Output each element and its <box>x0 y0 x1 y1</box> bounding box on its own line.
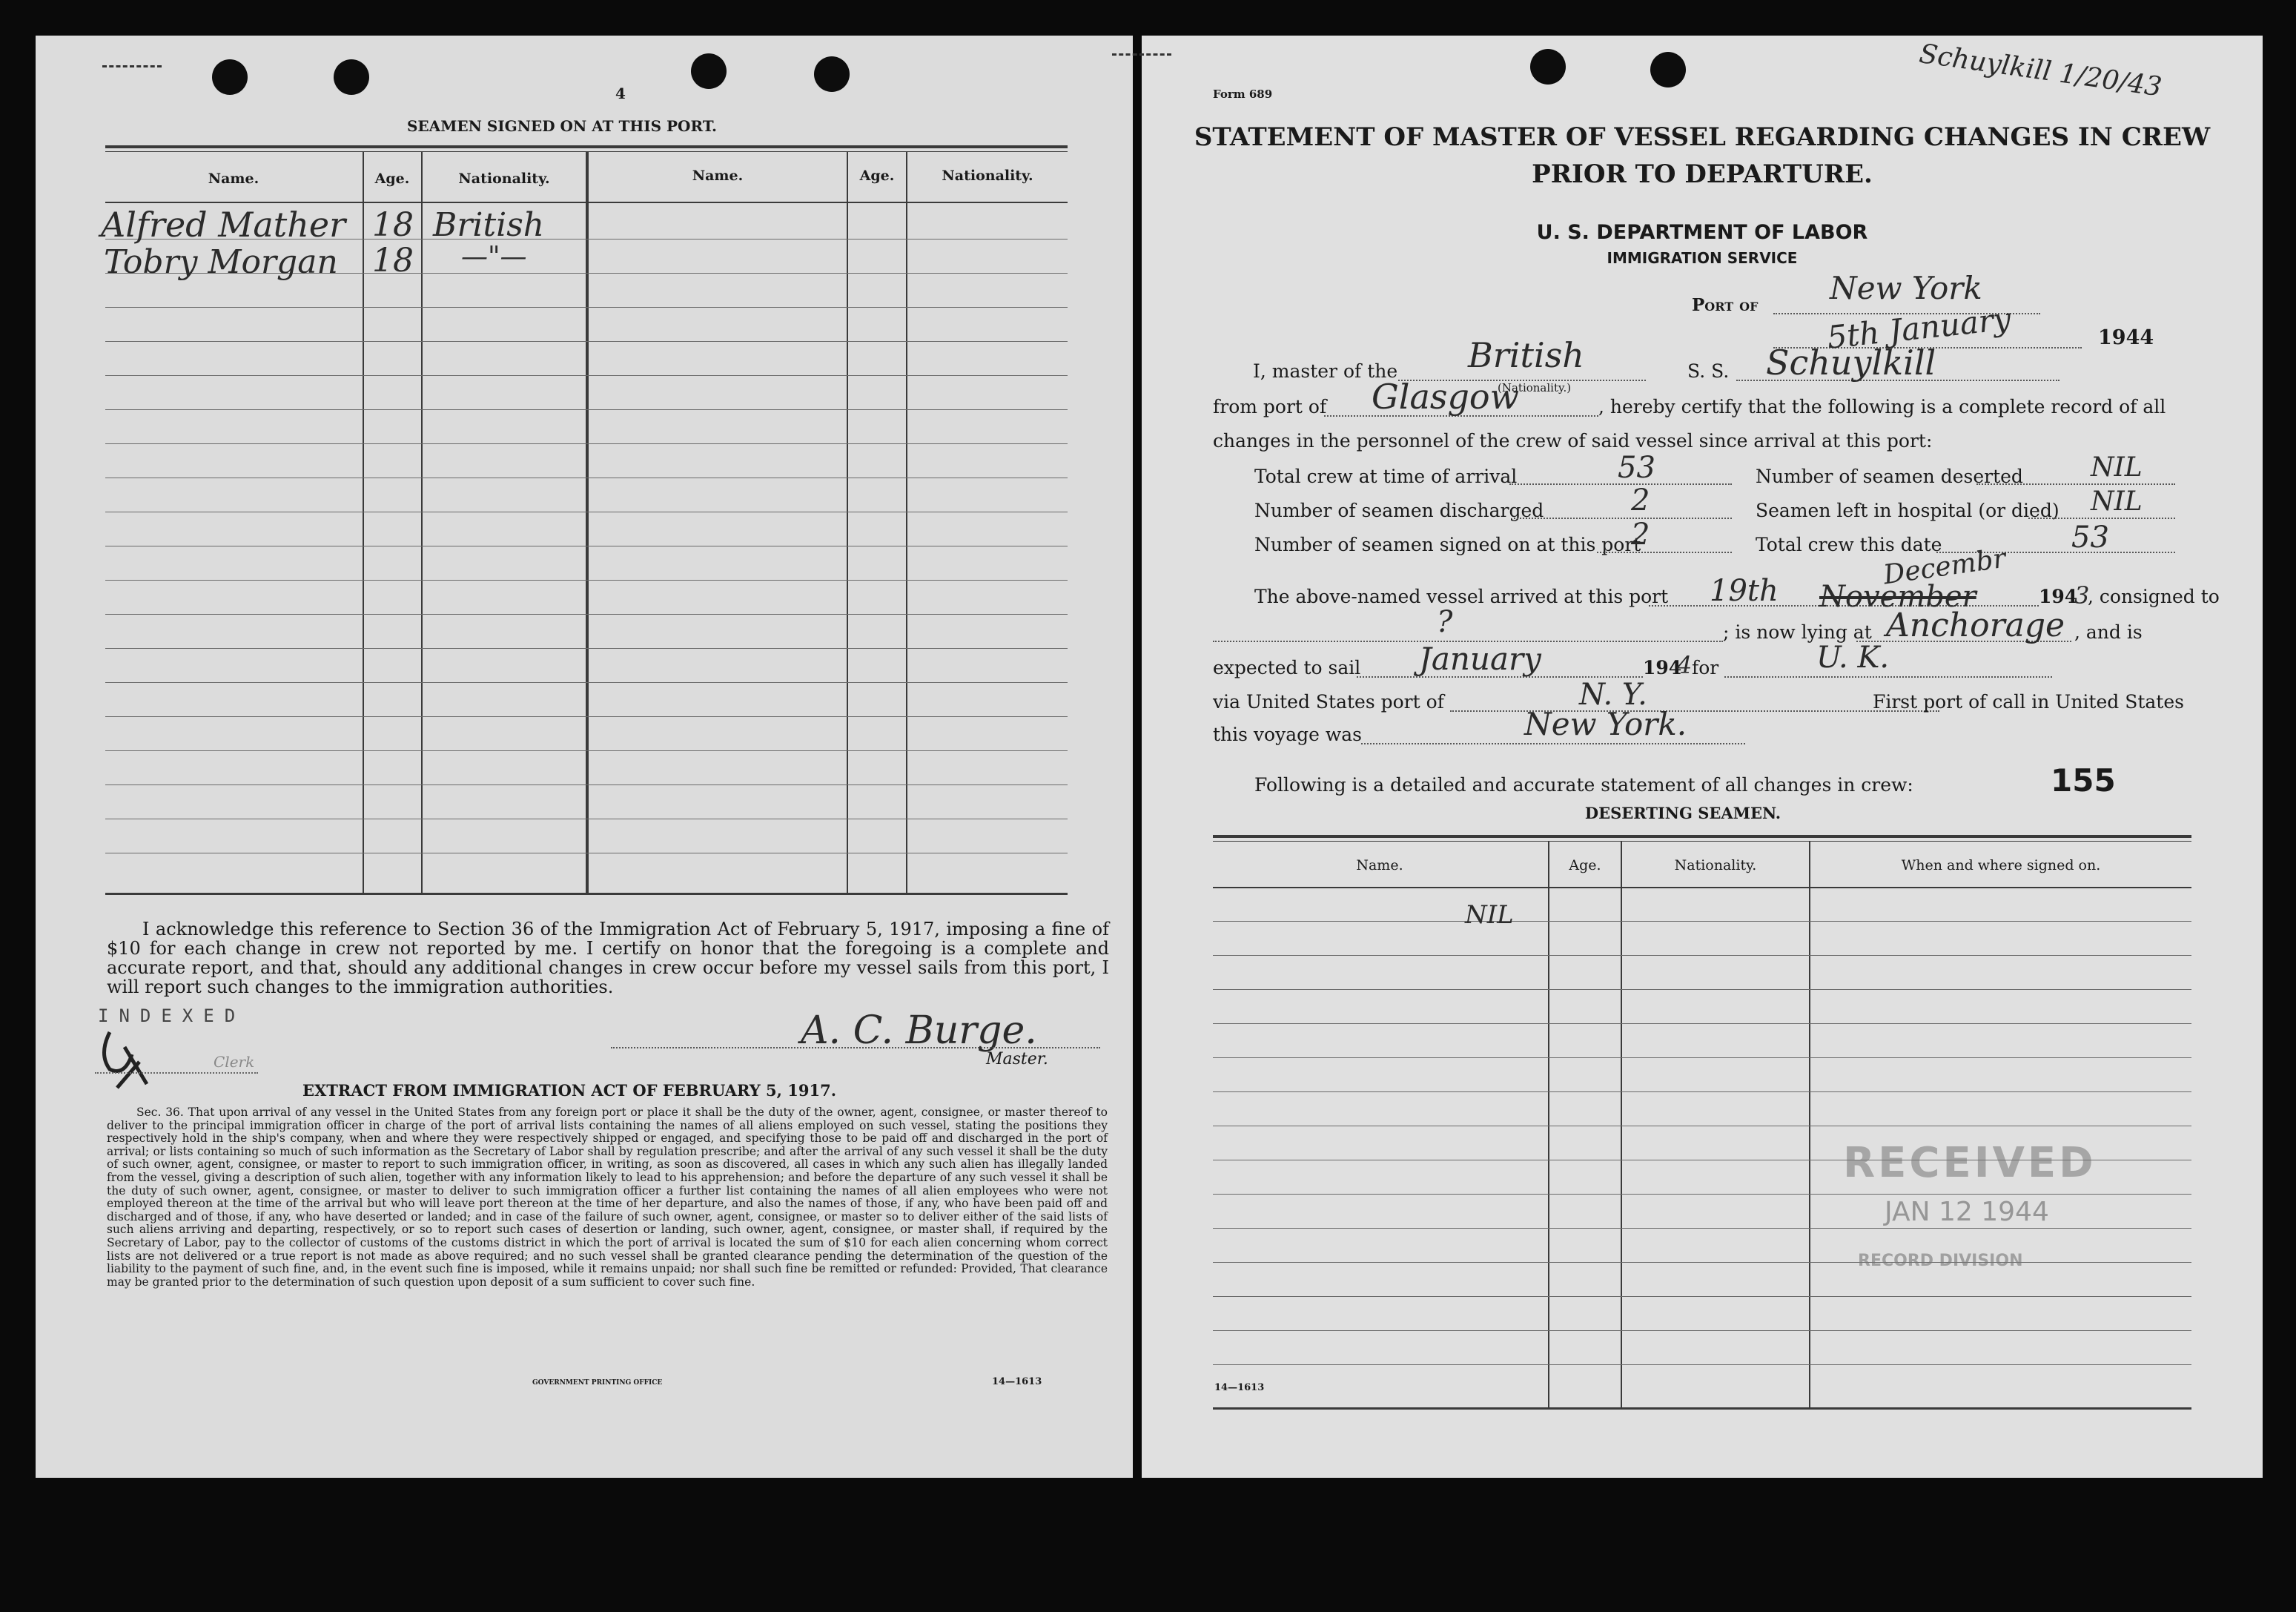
form-title-line1: STATEMENT OF MASTER OF VESSEL REGARDING CHANGES IN CREW <box>1194 122 2211 152</box>
column-divider <box>1548 841 1549 1407</box>
expected-year-digit: 4 <box>1677 651 1693 679</box>
expected-value: January <box>1419 641 1541 677</box>
expected-label: expected to sail <box>1213 657 1361 678</box>
lying-value: Anchorage <box>1886 607 2065 644</box>
clerk-label: Clerk <box>214 1053 255 1071</box>
nil-entry: NIL <box>1465 900 1514 930</box>
nationality-caption: (Nationality.) <box>1498 381 1572 394</box>
for-line <box>1724 676 2052 678</box>
row-rule <box>1213 1296 2191 1297</box>
punch-hole <box>1650 52 1686 87</box>
row-rule <box>105 341 1068 342</box>
column-header-name: Name. <box>692 168 744 184</box>
table-cell-name: Tobry Morgan <box>104 243 338 281</box>
row-rule <box>105 409 1068 410</box>
expected-year: 194 <box>1643 657 1682 678</box>
indexed-stamp: INDEXED <box>98 1005 246 1026</box>
stat-line <box>1976 483 2175 485</box>
extract-text: Sec. 36. That upon arrival of any vessel in the United States from any foreign port or place it shall be the duty of the owner, agent, consignee, or master thereof to deliver to the principal immigration officer in charge of the port of arrival lists containing the names of all aliens employed on such vessel, stating the positions they respectively hold in the ship's company, when and where they were respectively shipped or engaged, and specifying those to be paid off and discharged in the port of arrival; or lists containing so much of such information as the Secretary of Labor shall by regulation prescribe; and after the arrival of any such vessel it shall be the duty of such owner, agent, consignee, or master to report to such immigration officer, in writing, as soon as discovered, all cases in which any such alien has illegally landed from the vessel, giving a description of such alien, together with any information likely to lead to his apprehension; and before the departure of any such vessel it shall be the duty of such owner, agent, consignee, or master to deliver to such immigration officer a further list containing the names of all alien employees who were not employed thereon at the time of the arrival but who will leave port thereon at the time of her departure, and also the names of those, if any, who have been paid off and discharged and of those, if any, who have deserted or landed; and in case of the failure of such owner, agent, consignee, or master so to deliver either of the said lists of such aliens arriving and departing, respectively, or so to report such cases of desertion or landing, such owner, agent, consignee, or master shall, if required by the Secretary of Labor, pay to the collector of customs of the customs district in which the port of arrival is located the sum of $10 for each alien concerning whom correct lists are not delivered or a true report is not made as above required; and no such vessel shall be granted clearance pending the determination of the question of the liability to the payment of such fine, and, in the event such fine is imposed, while it remains unpaid; nor shall such fine be remitted or refunded: Provided, That clearance may be granted prior to the determination of such question upon deposit of a sum sufficient to cover such fine. <box>107 1106 1108 1289</box>
column-header-name: Name. <box>208 171 259 187</box>
total-crew-arrival-label: Total crew at time of arrival <box>1254 466 1518 487</box>
row-rule <box>1213 1023 2191 1024</box>
margin-mark <box>1112 53 1171 56</box>
row-rule <box>1213 955 2191 956</box>
corner-note: Schuylkill 1/20/43 <box>1917 39 2164 103</box>
nationality-value: British <box>1468 335 1584 375</box>
received-date: JAN 12 1944 <box>1885 1197 2049 1227</box>
section-title: SEAMEN SIGNED ON AT THIS PORT. <box>406 117 718 135</box>
date-value: 5th January <box>1825 300 2013 356</box>
form-number: Form 689 <box>1213 87 1273 101</box>
certify-text: , hereby certify that the following is a complete record of all <box>1598 396 2166 417</box>
service-name: IMMIGRATION SERVICE <box>1607 249 1798 267</box>
arrived-day: 19th <box>1710 574 1779 608</box>
total-crew-date-label: Total crew this date <box>1756 534 1942 555</box>
row-rule <box>105 682 1068 683</box>
row-rule <box>105 750 1068 751</box>
row-rule <box>1213 1228 2191 1229</box>
deserted-label: Number of seamen deserted <box>1756 466 2023 487</box>
row-rule <box>1213 989 2191 990</box>
arrived-month: November <box>1819 580 1976 614</box>
row-rule <box>105 784 1068 785</box>
arrived-label: The above-named vessel arrived at this port <box>1254 586 1669 607</box>
table-cell-nationality: British <box>433 206 545 244</box>
first-port-label: First port of call in United States <box>1873 691 2184 713</box>
punch-hole <box>334 59 369 95</box>
column-divider <box>421 151 423 893</box>
table-cell-age: 18 <box>372 242 414 280</box>
right-page <box>1142 36 2263 1478</box>
column-header-nationality: Nationality. <box>942 168 1033 184</box>
row-rule <box>1213 1262 2191 1263</box>
extract-title: EXTRACT FROM IMMIGRATION ACT OF FEBRUARY 5, 1917. <box>302 1081 837 1100</box>
column-header-age: Age. <box>1569 857 1601 873</box>
deserted-value: NIL <box>2091 452 2143 483</box>
row-rule <box>105 580 1068 581</box>
column-divider <box>363 151 364 893</box>
port-value: New York <box>1830 270 1982 306</box>
form-title-line2: PRIOR TO DEPARTURE. <box>1532 159 1873 189</box>
from-port-label: from port of <box>1213 396 1327 417</box>
row-rule <box>105 443 1068 444</box>
row-rule <box>1213 921 2191 922</box>
header-rule <box>105 202 1068 203</box>
via-label: via United States port of <box>1213 691 1444 713</box>
master-signature: A. C. Burge. <box>801 1008 1037 1053</box>
punch-hole <box>212 59 248 95</box>
for-label: for <box>1692 657 1719 678</box>
arrived-year: 194 <box>2039 586 2078 607</box>
stat-line <box>1597 552 1732 553</box>
table-top-rule <box>105 145 1068 148</box>
row-rule <box>105 307 1068 308</box>
department-name: U. S. DEPARTMENT OF LABOR <box>1536 221 1868 244</box>
deserting-title: DESERTING SEAMEN. <box>1584 804 1781 822</box>
row-rule <box>105 716 1068 717</box>
row-rule <box>1213 1057 2191 1058</box>
discharged-label: Number of seamen discharged <box>1254 500 1544 521</box>
row-rule <box>105 614 1068 615</box>
via-line <box>1450 710 1939 712</box>
table-cell-nationality: —"— <box>461 242 527 272</box>
form-code: 14—1613 <box>1214 1382 1265 1393</box>
page-number: 4 <box>615 85 626 102</box>
arrived-year-digit: 3 <box>2074 581 2090 610</box>
ship-name: Schuylkill <box>1766 343 1936 383</box>
clerk-line <box>95 1072 258 1074</box>
port-label: Port of <box>1692 295 1759 315</box>
arrived-correction: Decembr <box>1881 543 2008 591</box>
column-divider <box>1809 841 1810 1407</box>
margin-mark <box>102 65 162 67</box>
table-cell-name: Alfred Mather <box>101 205 346 245</box>
total-crew-arrival-value: 53 <box>1618 451 1655 485</box>
table-bottom-rule <box>1213 1407 2191 1410</box>
voyage-label: this voyage was <box>1213 724 1363 745</box>
hospital-value: NIL <box>2091 486 2143 517</box>
table-cell-age: 18 <box>372 206 414 244</box>
column-header-when-where: When and where signed on. <box>1901 857 2101 873</box>
acknowledgement-text: I acknowledge this reference to Section 36 of the Immigration Act of February 5, 1917, imposing a fine of $10 for each change in crew not reported by me. I certify on honor that the foregoing is a complete and accurate report, and that, should any additional changes in crew occur before my vessel sails from this port, I will report such changes to the immigration authorities. <box>107 919 1109 997</box>
column-header-age: Age. <box>859 168 895 184</box>
signature-line <box>611 1047 1100 1048</box>
stat-line <box>2028 518 2175 519</box>
table-bottom-rule <box>105 893 1068 895</box>
form-title <box>1186 119 2218 193</box>
table-top-rule-thin <box>1213 841 2191 842</box>
punch-hole <box>1530 49 1566 85</box>
column-header-age: Age. <box>374 171 410 187</box>
row-rule <box>1213 1364 2191 1365</box>
lying-label: ; is now lying at <box>1723 621 1872 643</box>
ss-label: S. S. <box>1687 360 1730 382</box>
for-value: U. K. <box>1816 641 1890 675</box>
row-rule <box>1213 1194 2191 1195</box>
stat-line <box>1514 518 1732 519</box>
master-of-label: I, master of the <box>1253 360 1398 382</box>
date-year: 1944 <box>2098 326 2154 349</box>
row-rule <box>105 648 1068 649</box>
record-division-stamp: RECORD DIVISION <box>1858 1252 2023 1270</box>
discharged-value: 2 <box>1631 483 1650 518</box>
column-header-name: Name. <box>1356 857 1403 873</box>
changes-text: changes in the personnel of the crew of said vessel since arrival at this port: <box>1213 430 1933 452</box>
page-stamp-number: 155 <box>2051 762 2116 799</box>
voyage-line <box>1361 743 1745 744</box>
row-rule <box>1213 1091 2191 1092</box>
column-header-nationality: Nationality. <box>458 171 550 187</box>
column-divider <box>586 151 589 893</box>
hospital-label: Seamen left in hospital (or died) <box>1756 500 2060 521</box>
printer-imprint: GOVERNMENT PRINTING OFFICE <box>532 1379 663 1387</box>
and-is-label: , and is <box>2074 621 2143 643</box>
row-rule <box>105 375 1068 376</box>
consigned-label: , consigned to <box>2088 586 2220 607</box>
following-text: Following is a detailed and accurate statement of all changes in crew: <box>1254 774 1913 796</box>
left-page <box>36 36 1133 1478</box>
signed-on-value: 2 <box>1631 518 1650 552</box>
form-code: 14—1613 <box>992 1376 1042 1387</box>
column-divider <box>847 151 848 893</box>
consigned-value: ? <box>1437 605 1453 639</box>
via-value: N. Y. <box>1579 678 1647 712</box>
punch-hole <box>691 53 727 89</box>
column-header-nationality: Nationality. <box>1674 857 1757 873</box>
column-divider <box>906 151 907 893</box>
master-label: Master. <box>986 1050 1048 1068</box>
table-top-rule <box>1213 835 2191 838</box>
from-port-value: Glasgow <box>1372 377 1520 417</box>
voyage-value: New York. <box>1524 706 1687 742</box>
column-divider <box>1621 841 1622 1407</box>
punch-hole <box>814 56 850 92</box>
initials-mark <box>95 1025 162 1091</box>
row-rule <box>1213 1330 2191 1331</box>
signed-on-label: Number of seamen signed on at this port <box>1254 534 1641 555</box>
received-stamp: RECEIVED <box>1843 1139 2097 1187</box>
header-rule <box>1213 887 2191 888</box>
total-crew-date-value: 53 <box>2071 521 2109 555</box>
